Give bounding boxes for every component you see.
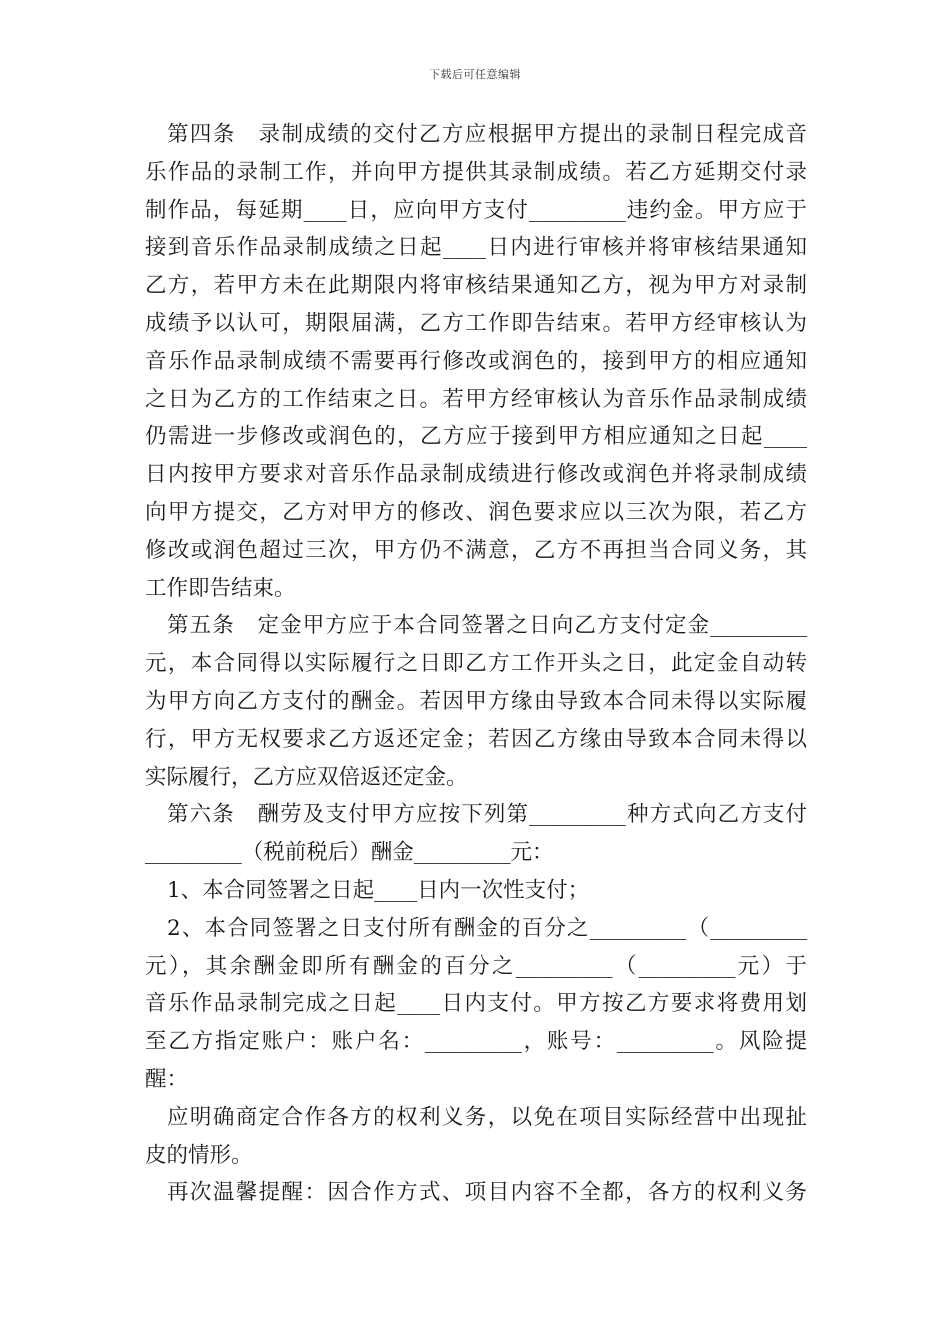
text-line: _________（税前税后）酬金_________元：: [145, 840, 554, 866]
text-line: 至乙方指定账户：账户名：_________，账号：_________。风险提: [145, 1029, 807, 1055]
text-line: 接到音乐作品录制成绩之日起____日内进行审核并将审核结果通知: [145, 235, 807, 261]
text-line: 之日为乙方的工作结束之日。若甲方经审核认为音乐作品录制成绩: [145, 386, 807, 412]
text-line: 第六条 酬劳及支付甲方应按下列第_________种方式向乙方支付: [167, 802, 807, 828]
text-line: 第四条 录制成绩的交付乙方应根据甲方提出的录制日程完成音: [167, 122, 807, 147]
page-header: 下载后可任意编辑: [429, 68, 521, 81]
text-line: 成绩予以认可，期限届满，乙方工作即告结束。若甲方经审核认为: [145, 310, 807, 336]
text-line: 制作品，每延期____日，应向甲方支付_________违约金。甲方应于: [145, 197, 807, 223]
text-line: 工作即告结束。: [145, 575, 296, 601]
text-line: 向甲方提交，乙方对甲方的修改、润色要求应以三次为限，若乙方: [145, 499, 807, 525]
text-line: 再次温馨提醒：因合作方式、项目内容不全都，各方的权利义务: [167, 1180, 807, 1206]
text-line: 皮的情形。: [145, 1142, 253, 1168]
text-line: 乐作品的录制工作，并向甲方提供其录制成绩。若乙方延期交付录: [145, 159, 807, 185]
text-line: 仍需进一步修改或润色的，乙方应于接到甲方相应通知之日起____: [145, 424, 807, 450]
text-line: 乙方，若甲方未在此期限内将审核结果通知乙方，视为甲方对录制: [145, 273, 807, 299]
text-line: 元），其余酬金即所有酬金的百分之_________（_________元）于: [145, 953, 807, 979]
text-line: 音乐作品录制完成之日起____日内支付。甲方按乙方要求将费用划: [145, 991, 807, 1017]
text-line: 音乐作品录制成绩不需要再行修改或润色的，接到甲方的相应通知: [145, 348, 807, 374]
document-body: [145, 116, 807, 1212]
text-line: 元，本合同得以实际履行之日即乙方工作开头之日，此定金自动转: [145, 651, 807, 677]
text-line: 实际履行，乙方应双倍返还定金。: [145, 764, 468, 790]
text-line: 行，甲方无权要求乙方返还定金；若因乙方缘由导致本合同未得以: [145, 726, 807, 752]
text-line: 修改或润色超过三次，甲方仍不满意，乙方不再担当合同义务，其: [145, 537, 807, 563]
text-line: 日内按甲方要求对音乐作品录制成绩进行修改或润色并将录制成绩: [145, 462, 807, 488]
text-line: 2、本合同签署之日支付所有酬金的百分之_________（_________: [167, 915, 807, 941]
text-line: 第五条 定金甲方应于本合同签署之日向乙方支付定金_________: [167, 613, 807, 639]
text-line: 1、本合同签署之日起____日内一次性支付；: [167, 877, 590, 903]
text-line: 醒：: [145, 1066, 189, 1092]
text-line: 应明确商定合作各方的权利义务，以免在项目实际经营中出现扯: [167, 1104, 807, 1130]
text-line: 为甲方向乙方支付的酬金。若因甲方缘由导致本合同未得以实际履: [145, 688, 807, 714]
